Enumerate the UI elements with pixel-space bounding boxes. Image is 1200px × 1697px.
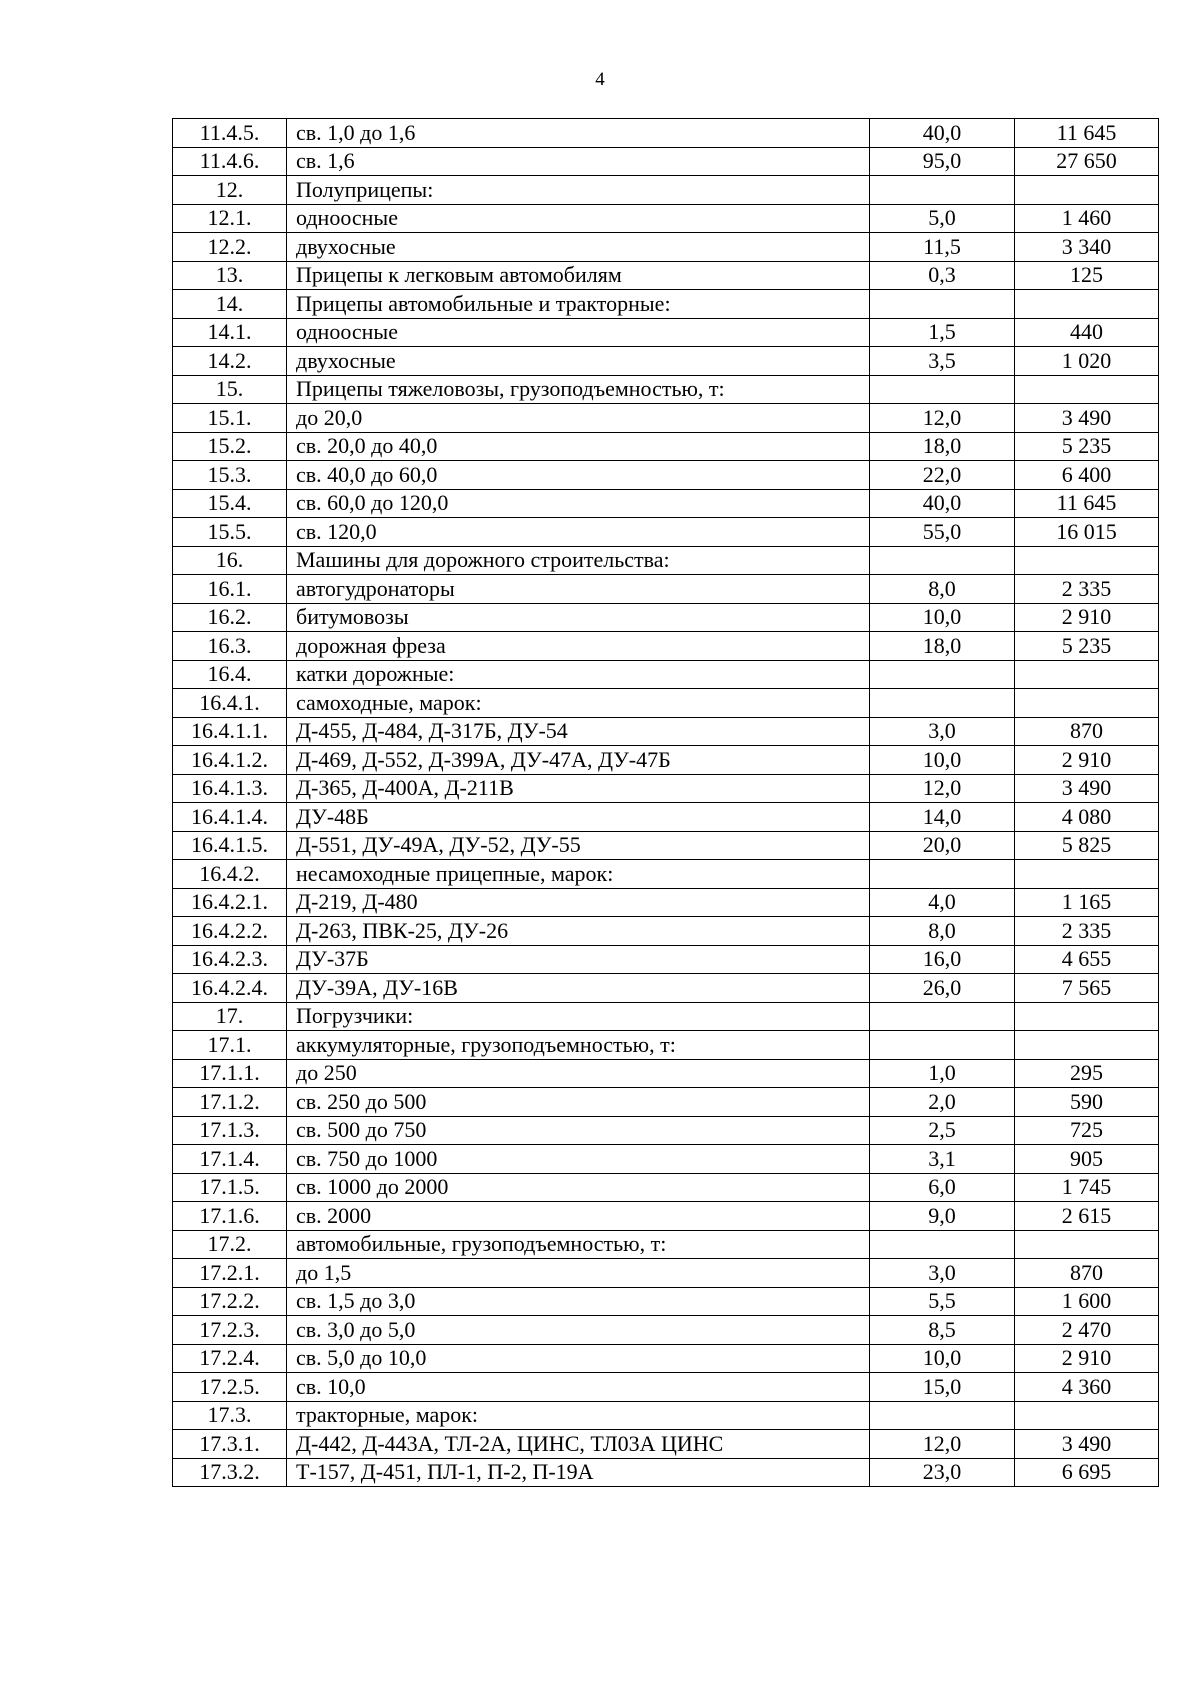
row-value2-cell [1015,660,1159,689]
row-value2-cell: 3 490 [1015,1430,1159,1459]
row-value2-cell: 2 910 [1015,603,1159,632]
row-name-cell: битумовозы [287,603,870,632]
row-value1-cell [870,1230,1015,1259]
row-value1-cell [870,176,1015,205]
row-name-cell: св. 250 до 500 [287,1088,870,1117]
row-name-cell: ДУ-48Б [287,803,870,832]
table-row [173,746,1159,775]
row-value2-cell: 1 600 [1015,1287,1159,1316]
row-value2-cell [1015,1230,1159,1259]
table-row [173,1458,1159,1487]
row-value1-cell: 2,0 [870,1088,1015,1117]
table-row [173,1088,1159,1117]
row-name-cell: св. 60,0 до 120,0 [287,489,870,518]
row-number-cell: 16.4.1.5. [173,831,287,860]
row-number-cell: 17.3.1. [173,1430,287,1459]
row-name-cell: Прицепы к легковым автомобилям [287,261,870,290]
row-name-cell: несамоходные прицепные, марок: [287,860,870,889]
row-number-cell: 11.4.6. [173,147,287,176]
table-row [173,318,1159,347]
table-row [173,660,1159,689]
row-value2-cell: 7 565 [1015,974,1159,1003]
row-value2-cell: 590 [1015,1088,1159,1117]
row-number-cell: 15.4. [173,489,287,518]
row-value1-cell: 1,5 [870,318,1015,347]
row-value2-cell: 870 [1015,717,1159,746]
row-value2-cell: 1 020 [1015,347,1159,376]
table-row [173,632,1159,661]
row-name-cell: св. 1,6 [287,147,870,176]
row-value1-cell [870,1401,1015,1430]
row-value1-cell: 2,5 [870,1116,1015,1145]
table-row [173,860,1159,889]
table-row [173,147,1159,176]
table-row [173,1202,1159,1231]
row-value2-cell: 295 [1015,1059,1159,1088]
row-number-cell: 17.3.2. [173,1458,287,1487]
row-value1-cell [870,546,1015,575]
row-name-cell: св. 3,0 до 5,0 [287,1316,870,1345]
row-name-cell: автомобильные, грузоподъемностью, т: [287,1230,870,1259]
table-row [173,603,1159,632]
row-value2-cell [1015,689,1159,718]
row-number-cell: 12.2. [173,233,287,262]
table-row [173,1116,1159,1145]
row-value1-cell: 14,0 [870,803,1015,832]
row-value1-cell: 0,3 [870,261,1015,290]
row-number-cell: 16.4.2.4. [173,974,287,1003]
row-value2-cell [1015,1401,1159,1430]
row-number-cell: 16.4.2.3. [173,945,287,974]
row-value1-cell: 22,0 [870,461,1015,490]
row-value1-cell: 9,0 [870,1202,1015,1231]
row-number-cell: 17.1.2. [173,1088,287,1117]
row-number-cell: 12. [173,176,287,205]
row-number-cell: 14. [173,290,287,319]
table-row [173,461,1159,490]
row-value1-cell [870,1002,1015,1031]
row-value2-cell: 1 745 [1015,1173,1159,1202]
row-name-cell: до 250 [287,1059,870,1088]
row-name-cell: св. 40,0 до 60,0 [287,461,870,490]
table-row [173,1344,1159,1373]
table-row [173,945,1159,974]
row-number-cell: 15. [173,375,287,404]
row-name-cell: до 20,0 [287,404,870,433]
row-name-cell: Полуприцепы: [287,176,870,205]
row-value1-cell [870,689,1015,718]
row-number-cell: 17.2. [173,1230,287,1259]
row-number-cell: 16.1. [173,575,287,604]
row-name-cell: Д-551, ДУ-49А, ДУ-52, ДУ-55 [287,831,870,860]
row-value2-cell: 5 825 [1015,831,1159,860]
row-name-cell: ДУ-39А, ДУ-16В [287,974,870,1003]
row-number-cell: 17.3. [173,1401,287,1430]
row-value2-cell: 11 645 [1015,119,1159,148]
table-row [173,1401,1159,1430]
row-number-cell: 16.2. [173,603,287,632]
table-row [173,717,1159,746]
table-row [173,831,1159,860]
row-value1-cell: 40,0 [870,119,1015,148]
row-value1-cell: 12,0 [870,774,1015,803]
page-number: 4 [595,69,605,90]
row-value2-cell: 4 080 [1015,803,1159,832]
row-number-cell: 15.2. [173,432,287,461]
row-value2-cell: 440 [1015,318,1159,347]
row-value2-cell: 11 645 [1015,489,1159,518]
row-value1-cell: 95,0 [870,147,1015,176]
row-value2-cell [1015,176,1159,205]
row-value1-cell: 23,0 [870,1458,1015,1487]
table-row [173,176,1159,205]
row-name-cell: Д-365, Д-400А, Д-211В [287,774,870,803]
row-number-cell: 17.1. [173,1031,287,1060]
row-number-cell: 16.4.1.3. [173,774,287,803]
row-value1-cell: 10,0 [870,1344,1015,1373]
row-value1-cell: 40,0 [870,489,1015,518]
table-row [173,888,1159,917]
row-number-cell: 14.2. [173,347,287,376]
row-number-cell: 17. [173,1002,287,1031]
row-name-cell: св. 1,5 до 3,0 [287,1287,870,1316]
row-number-cell: 17.2.4. [173,1344,287,1373]
row-name-cell: св. 1,0 до 1,6 [287,119,870,148]
table-row [173,1316,1159,1345]
row-number-cell: 17.2.3. [173,1316,287,1345]
row-value2-cell: 5 235 [1015,632,1159,661]
row-name-cell: самоходные, марок: [287,689,870,718]
row-name-cell: одноосные [287,318,870,347]
row-name-cell: автогудронаторы [287,575,870,604]
row-name-cell: аккумуляторные, грузоподъемностью, т: [287,1031,870,1060]
row-value2-cell: 905 [1015,1145,1159,1174]
table-row [173,518,1159,547]
table-row [173,489,1159,518]
row-value1-cell [870,375,1015,404]
row-value1-cell: 5,0 [870,204,1015,233]
row-value1-cell: 16,0 [870,945,1015,974]
row-value2-cell: 2 335 [1015,575,1159,604]
row-value2-cell: 4 360 [1015,1373,1159,1402]
row-number-cell: 17.2.5. [173,1373,287,1402]
row-value1-cell: 11,5 [870,233,1015,262]
row-value2-cell: 2 910 [1015,746,1159,775]
row-value2-cell: 3 490 [1015,404,1159,433]
row-number-cell: 17.2.2. [173,1287,287,1316]
row-number-cell: 16.3. [173,632,287,661]
row-number-cell: 17.2.1. [173,1259,287,1288]
row-name-cell: двухосные [287,347,870,376]
row-value2-cell [1015,1002,1159,1031]
row-name-cell: св. 5,0 до 10,0 [287,1344,870,1373]
row-number-cell: 17.1.1. [173,1059,287,1088]
row-value1-cell: 8,5 [870,1316,1015,1345]
row-value1-cell: 15,0 [870,1373,1015,1402]
row-value2-cell: 27 650 [1015,147,1159,176]
row-value1-cell: 5,5 [870,1287,1015,1316]
row-value1-cell: 18,0 [870,432,1015,461]
row-number-cell: 11.4.5. [173,119,287,148]
table-row [173,1145,1159,1174]
row-value2-cell [1015,860,1159,889]
row-number-cell: 17.1.6. [173,1202,287,1231]
table-row [173,774,1159,803]
row-value1-cell: 20,0 [870,831,1015,860]
row-value2-cell: 2 335 [1015,917,1159,946]
row-value1-cell: 55,0 [870,518,1015,547]
table-row [173,233,1159,262]
row-value1-cell: 4,0 [870,888,1015,917]
rates-table [172,118,1159,1487]
row-value1-cell: 12,0 [870,1430,1015,1459]
row-value1-cell: 1,0 [870,1059,1015,1088]
row-name-cell: Машины для дорожного строительства: [287,546,870,575]
row-name-cell: св. 750 до 1000 [287,1145,870,1174]
row-value2-cell: 3 340 [1015,233,1159,262]
row-name-cell: Т-157, Д-451, ПЛ-1, П-2, П-19А [287,1458,870,1487]
row-value1-cell: 12,0 [870,404,1015,433]
row-name-cell: Д-219, Д-480 [287,888,870,917]
table-row [173,1287,1159,1316]
row-name-cell: одноосные [287,204,870,233]
row-name-cell: Прицепы автомобильные и тракторные: [287,290,870,319]
table-row [173,974,1159,1003]
row-value1-cell [870,290,1015,319]
table-row [173,546,1159,575]
table-row [173,575,1159,604]
table-row [173,375,1159,404]
row-name-cell: св. 1000 до 2000 [287,1173,870,1202]
row-value2-cell: 725 [1015,1116,1159,1145]
row-name-cell: св. 20,0 до 40,0 [287,432,870,461]
row-name-cell: св. 500 до 750 [287,1116,870,1145]
row-value1-cell: 3,0 [870,1259,1015,1288]
row-value2-cell: 3 490 [1015,774,1159,803]
row-number-cell: 13. [173,261,287,290]
row-name-cell: Д-442, Д-443А, ТЛ-2А, ЦИНС, ТЛ03А ЦИНС [287,1430,870,1459]
row-value2-cell: 6 400 [1015,461,1159,490]
table-row [173,803,1159,832]
table-row [173,1059,1159,1088]
row-value2-cell [1015,290,1159,319]
row-number-cell: 16.4.2.2. [173,917,287,946]
row-number-cell: 16.4.2. [173,860,287,889]
row-value2-cell: 125 [1015,261,1159,290]
row-value2-cell: 4 655 [1015,945,1159,974]
row-value2-cell [1015,375,1159,404]
row-value1-cell [870,1031,1015,1060]
row-number-cell: 17.1.4. [173,1145,287,1174]
row-name-cell: ДУ-37Б [287,945,870,974]
row-value1-cell: 26,0 [870,974,1015,1003]
row-number-cell: 14.1. [173,318,287,347]
row-value1-cell: 3,5 [870,347,1015,376]
row-name-cell: св. 10,0 [287,1373,870,1402]
row-value1-cell: 3,0 [870,717,1015,746]
row-number-cell: 16.4.1.2. [173,746,287,775]
table-row [173,917,1159,946]
table-row [173,404,1159,433]
row-name-cell: св. 120,0 [287,518,870,547]
row-number-cell: 17.1.5. [173,1173,287,1202]
row-value2-cell: 1 165 [1015,888,1159,917]
row-value2-cell: 870 [1015,1259,1159,1288]
row-number-cell: 16. [173,546,287,575]
row-value2-cell: 1 460 [1015,204,1159,233]
row-name-cell: Прицепы тяжеловозы, грузоподъемностью, т: [287,375,870,404]
row-name-cell: дорожная фреза [287,632,870,661]
row-value2-cell [1015,1031,1159,1060]
table-row [173,1430,1159,1459]
table-row [173,261,1159,290]
row-value2-cell: 6 695 [1015,1458,1159,1487]
row-name-cell: до 1,5 [287,1259,870,1288]
row-number-cell: 16.4.1.4. [173,803,287,832]
row-value1-cell: 10,0 [870,603,1015,632]
row-number-cell: 15.3. [173,461,287,490]
row-name-cell: двухосные [287,233,870,262]
table-body [173,119,1159,1487]
row-value2-cell: 2 470 [1015,1316,1159,1345]
row-name-cell: св. 2000 [287,1202,870,1231]
row-name-cell: Д-455, Д-484, Д-317Б, ДУ-54 [287,717,870,746]
row-value1-cell: 3,1 [870,1145,1015,1174]
row-value2-cell: 2 910 [1015,1344,1159,1373]
row-value1-cell: 6,0 [870,1173,1015,1202]
table-row [173,204,1159,233]
row-number-cell: 16.4. [173,660,287,689]
table-row [173,1230,1159,1259]
table-row [173,1002,1159,1031]
row-value1-cell: 8,0 [870,917,1015,946]
row-name-cell: Д-469, Д-552, Д-399А, ДУ-47А, ДУ-47Б [287,746,870,775]
row-name-cell: Д-263, ПВК-25, ДУ-26 [287,917,870,946]
table-row [173,290,1159,319]
row-value1-cell: 18,0 [870,632,1015,661]
row-value1-cell: 8,0 [870,575,1015,604]
table-row [173,689,1159,718]
table-row [173,432,1159,461]
row-name-cell: катки дорожные: [287,660,870,689]
table-row [173,1031,1159,1060]
row-value1-cell [870,660,1015,689]
row-number-cell: 16.4.1. [173,689,287,718]
row-number-cell: 12.1. [173,204,287,233]
row-name-cell: тракторные, марок: [287,1401,870,1430]
row-value1-cell: 10,0 [870,746,1015,775]
table-row [173,1373,1159,1402]
table-row [173,347,1159,376]
row-name-cell: Погрузчики: [287,1002,870,1031]
row-number-cell: 17.1.3. [173,1116,287,1145]
row-value1-cell [870,860,1015,889]
table-row [173,1259,1159,1288]
row-number-cell: 16.4.1.1. [173,717,287,746]
row-number-cell: 15.5. [173,518,287,547]
row-value2-cell [1015,546,1159,575]
row-value2-cell: 16 015 [1015,518,1159,547]
table-row [173,119,1159,148]
row-value2-cell: 5 235 [1015,432,1159,461]
row-value2-cell: 2 615 [1015,1202,1159,1231]
row-number-cell: 16.4.2.1. [173,888,287,917]
table-row [173,1173,1159,1202]
row-number-cell: 15.1. [173,404,287,433]
